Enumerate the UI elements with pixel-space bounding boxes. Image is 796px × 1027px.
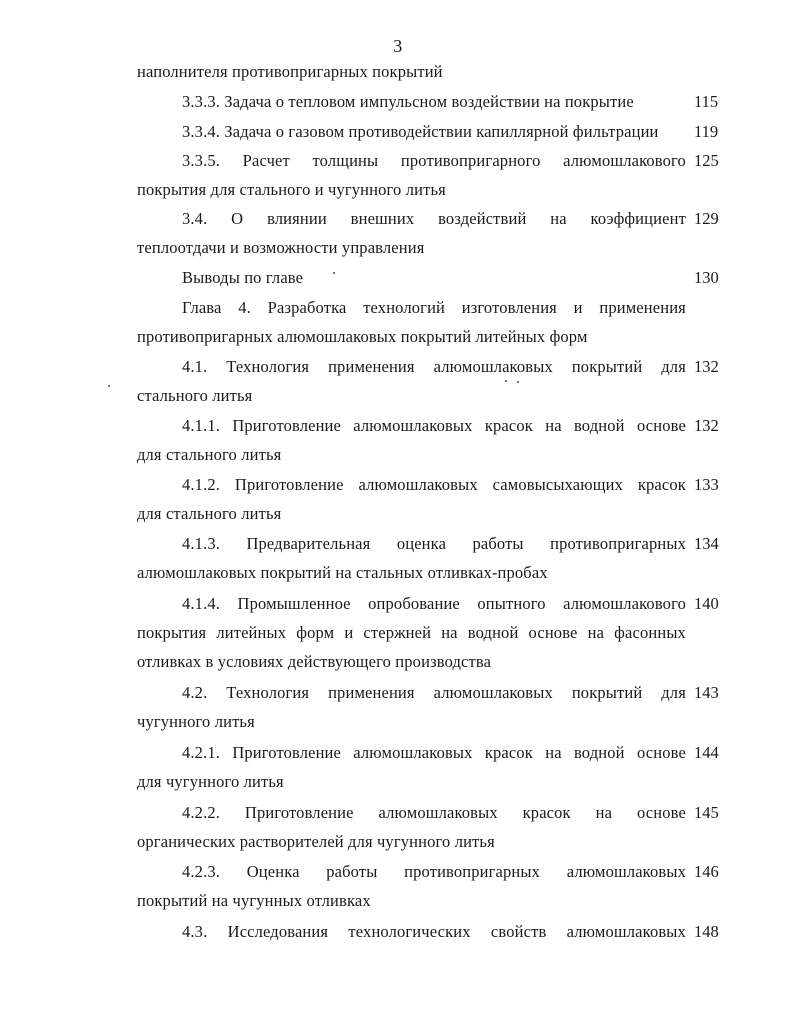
toc-page-number: 148 (694, 922, 719, 941)
toc-entry-line: покрытия для стального и чугунного литья (137, 180, 446, 199)
toc-entry-line: 4.1.2. Приготовление алюмошлаковых самовысыхающих красок (182, 475, 686, 494)
toc-entry-line: 4.2.2. Приготовление алюмошлаковых красок на основе (182, 803, 686, 822)
toc-entry-line: 3.3.5. Расчет толщины противопригарного алюмошлакового (182, 151, 686, 170)
toc-entry-line: 4.1. Технология применения алюмошлаковых покрытий для (182, 357, 686, 376)
toc-entry-line: Выводы по главе (182, 268, 304, 287)
toc-entry-line: стального литья (137, 386, 253, 405)
toc-page-number: 115 (694, 92, 719, 111)
toc-entry-line: 4.2.1. Приготовление алюмошлаковых красок на водной основе (182, 743, 686, 762)
toc-page-number: 133 (694, 475, 719, 494)
toc-entry-line: для стального литья (137, 445, 282, 464)
toc-page-number: 129 (694, 209, 719, 228)
scan-speck (517, 381, 519, 383)
toc-page-number: 132 (694, 357, 719, 376)
toc-entry-line: 4.2.3. Оценка работы противопригарных алюмошлаковых (182, 862, 686, 881)
toc-page-number: 145 (694, 803, 719, 822)
toc-entry-line: 3.3.3. Задача о тепловом импульсном воздействии на покрытие (182, 92, 634, 111)
toc-entry-line: покрытий на чугунных отливках (137, 891, 371, 910)
toc-entry-line: покрытия литейных форм и стержней на водной основе на фасонных (137, 623, 686, 642)
toc-page-number: 146 (694, 862, 719, 881)
toc-page-number: 130 (694, 268, 719, 287)
toc-entry-line: отливках в условиях действующего производства (137, 652, 492, 671)
toc-page-number: 140 (694, 594, 719, 613)
scan-speck (108, 385, 110, 387)
toc-entry-line: противопригарных алюмошлаковых покрытий литейных форм (137, 327, 588, 346)
toc-entry-line: 4.3. Исследования технологических свойств алюмошлаковых (182, 922, 686, 941)
toc-entry-line: теплоотдачи и возможности управления (137, 238, 425, 257)
toc-entry-line: алюмошлаковых покрытий на стальных отливках-пробах (137, 563, 548, 582)
toc-page-number: 119 (694, 122, 719, 141)
toc-entry-line: для чугунного литья (137, 772, 284, 791)
toc-entry-line: органических растворителей для чугунного литья (137, 832, 495, 851)
toc-entry-line: 4.2. Технология применения алюмошлаковых покрытий для (182, 683, 686, 702)
toc-entry-line: 3.3.4. Задача о газовом противодействии капиллярной фильтрации (182, 122, 659, 141)
toc-entry-line: 3.4. О влиянии внешних воздействий на коэффициент (182, 209, 686, 228)
page-number: 3 (393, 36, 403, 56)
toc-entry-line: наполнителя противопригарных покрытий (137, 62, 443, 81)
toc-page-number: 132 (694, 416, 719, 435)
toc-entry-line: чугунного литья (137, 712, 255, 731)
toc-entry-line: 4.1.3. Предварительная оценка работы противопригарных (182, 534, 686, 553)
toc-page-number: 125 (694, 151, 719, 170)
toc-entry-line: для стального литья (137, 504, 282, 523)
scan-speck (333, 272, 335, 274)
toc-entry-line: 4.1.4. Промышленное опробование опытного алюмошлакового (182, 594, 686, 613)
scan-speck (505, 380, 507, 382)
toc-page-number: 143 (694, 683, 719, 702)
toc-entry-line: Глава 4. Разработка технологий изготовления и применения (182, 298, 686, 317)
toc-entry-line: 4.1.1. Приготовление алюмошлаковых красок на водной основе (182, 416, 686, 435)
toc-page-number: 134 (694, 534, 719, 553)
toc-page-number: 144 (694, 743, 719, 762)
